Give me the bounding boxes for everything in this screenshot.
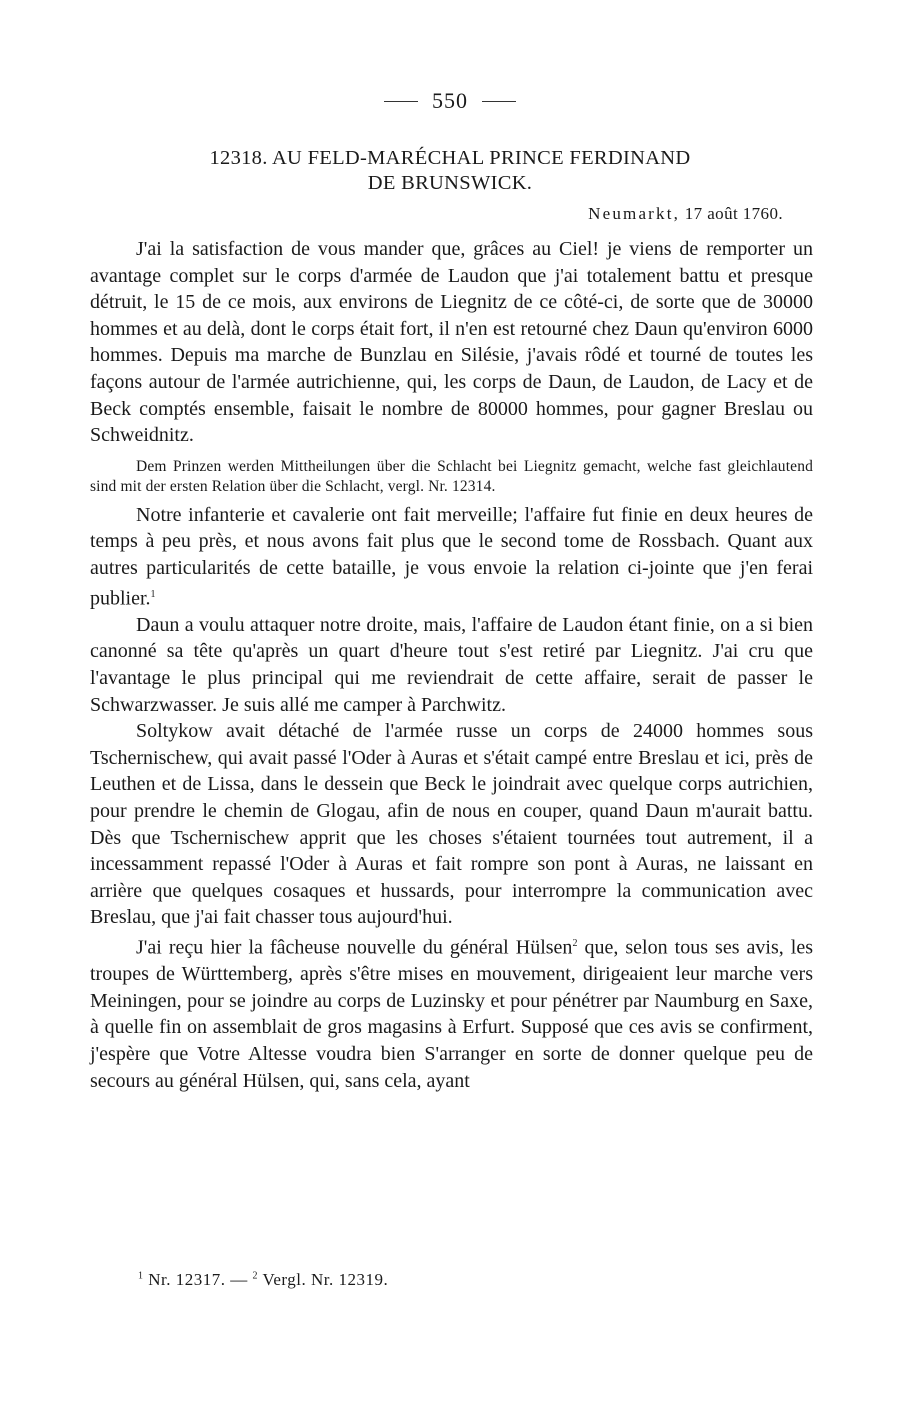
- footnote-ref-2[interactable]: 2: [572, 937, 578, 949]
- footnotes: [138, 1270, 388, 1290]
- dateline-place: Neumarkt,: [588, 204, 681, 223]
- header-rule-left: [384, 101, 418, 102]
- paragraph-4: Soltykow avait détaché de l'armée russe un corps de 24000 hommes sous Tschernischew, qui avait passé l'Oder à Auras et s'était campé entre Breslau et ici, près de Leuthen et de Lissa, dans le dessein que Beck le joindrait avec quelque corps autrichien, pour prendre le chemin de Glogau, afin de nous en couper, quand Daun m'aurait battu. Dès que Tschernischew apprit que les choses s'étaient tournées tout autrement, il a incessamment repassé l'Oder à Auras et fait rompre son pont à Auras, ne laissant en arrière que quelques cosaques et hussards, pour interrompre la communication avec Breslau, que j'ai fait chasser tous aujourd'hui.: [90, 720, 813, 929]
- heading-line-2: DE BRUNSWICK.: [367, 172, 533, 194]
- paragraph-2: [90, 502, 813, 612]
- page-number: 550: [432, 88, 468, 113]
- paragraph-5-start: J'ai reçu hier la fâcheuse nouvelle du général Hülsen: [136, 936, 573, 959]
- letter-heading: [90, 146, 810, 196]
- footnote-2-text: Vergl. Nr. 12319.: [258, 1270, 389, 1289]
- heading-line-1: 12318. AU FELD-MARÉCHAL PRINCE FERDINAND: [209, 147, 691, 169]
- editorial-note: Dem Prinzen werden Mittheilungen über die Schlacht bei Liegnitz gemacht, welche fast gleichlautend sind mit der ersten Relation über die Schlacht, vergl. Nr. 12314.: [90, 457, 813, 496]
- footnote-marker-1: 1: [138, 1270, 144, 1282]
- paragraph-1: J'ai la satisfaction de vous mander que, grâces au Ciel! je viens de remporter un avantage complet sur le corps d'armée de Laudon que j'ai totalement battu et presque détruit, le 15 de ce mois, aux environs de Liegnitz de ce côté-ci, de sorte que de 30000 hommes et au delà, dont le corps était fort, il n'en est retourné chez Daun qu'environ 6000 hommes. Depuis ma marche de Bunzlau en Silésie, j'avais rôdé et tourné de toutes les façons autour de l'armée autrichienne, qui, les corps de Daun, de Laudon, de Lacy et de Beck comptés ensemble, faisait le nombre de 80000 hommes, pour gagner Breslau ou Schweidnitz.: [90, 238, 813, 447]
- dateline: [588, 204, 783, 224]
- footnote-1-text: Nr. 12317. —: [148, 1270, 253, 1289]
- paragraph-2-text: Notre infanterie et cavalerie ont fait merveille; l'affaire fut finie en deux heures de temps à peu près, et nous avons fait plus que le second tome de Rossbach. Quant aux autres particularités de cette bataille, je vous envoie la relation ci-jointe que j'en ferai publier.: [90, 503, 813, 610]
- paragraph-5: [90, 931, 813, 1094]
- page-header: [0, 88, 900, 114]
- letter-body: [90, 236, 813, 1094]
- dateline-date: 17 août 1760.: [684, 204, 783, 223]
- header-rule-right: [482, 101, 516, 102]
- paragraph-5-rest: que, selon tous ses avis, les troupes de Württemberg, après s'être mises en mouvement, dirigeaient leur marche vers Meiningen, pour se joindre au corps de Luzinsky et pour pénétrer par Naumburg en Saxe, à quelle fin on assemblait de gros magasins à Erfurt. Supposé que ces avis se confirment, j'espère que Votre Altesse voudra bien S'arranger en sorte de donner quelque peu de secours au général Hülsen, qui, sans cela, ayant: [90, 936, 814, 1092]
- footnote-ref-1[interactable]: 1: [150, 588, 156, 600]
- paragraph-3: Daun a voulu attaquer notre droite, mais, l'affaire de Laudon étant finie, on a si bien canonné sa tête qu'après un quart d'heure tout s'est retiré par Liegnitz. J'ai cru que l'avantage le plus principal qui me reviendrait de cette affaire, serait de passer le Schwarzwasser. Je suis allé me camper à Parchwitz.: [90, 613, 813, 716]
- footnote-marker-2: 2: [252, 1270, 258, 1282]
